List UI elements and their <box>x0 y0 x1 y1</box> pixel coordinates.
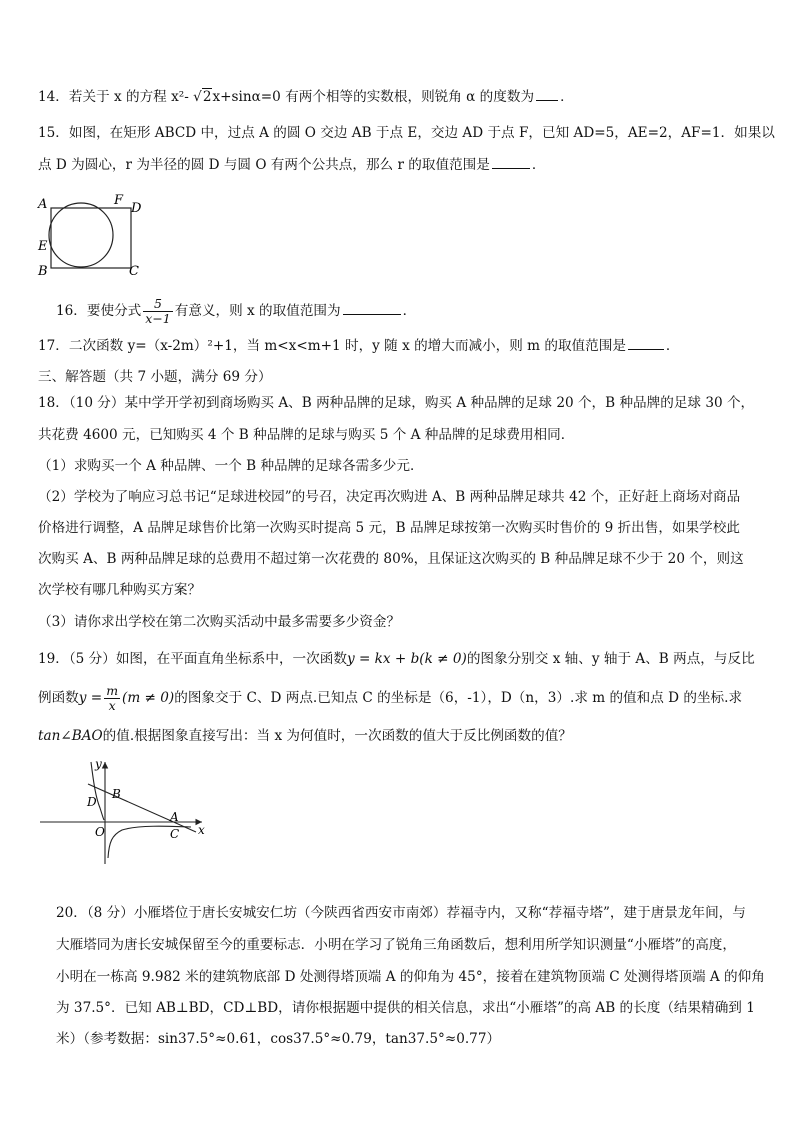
inverse-function-condition: (m ≠ 0) <box>122 690 175 706</box>
inverse-function-y: y = <box>78 690 103 706</box>
sqrt-radicand: 2 <box>202 89 212 105</box>
q20-line-1: 20．（8 分）小雁塔位于唐长安城安仁坊（今陕西省西安市南郊）荐福寺内，又称“荐福寺塔”，建于唐景龙年间，与 <box>56 905 746 921</box>
q15-end: ． <box>531 157 546 173</box>
q15-line-1: 15．如图，在矩形 ABCD 中，过点 A 的圆 O 交边 AB 于点 E，交边 AD 于点 F，已知 AD=5，AE=2，AF=1．如果以 <box>38 125 775 141</box>
q20-line-2: 大雁塔同为唐长安城保留至今的重要标志．小明在学习了锐角三角函数后，想利用所学知识测量“小雁塔”的高度， <box>56 937 736 953</box>
label-c: C <box>129 264 139 279</box>
q14-text-c: x+sinα=0 有两个相等的实数根，则锐角 α 的度数为 <box>212 89 535 105</box>
q18-part-2-line-4: 次学校有哪几种购买方案？ <box>38 582 202 598</box>
q14-text-a: 14． <box>38 89 69 105</box>
label-b: B <box>38 264 48 279</box>
linear-function-formula: y = kx + b(k ≠ 0) <box>346 651 467 667</box>
question-14 <box>38 88 574 106</box>
fraction-denominator: x <box>108 698 116 713</box>
question-16 <box>56 296 416 326</box>
answer-blank[interactable] <box>536 88 558 101</box>
q16-text-a: 16．要使分式 <box>56 303 142 319</box>
sqrt-symbol: √2 <box>193 89 212 105</box>
q20-line-3: 小明在一栋高 9.982 米的建筑物底部 D 处测得塔顶端 A 的仰角为 45°，接着在建筑物顶端 C 处测得塔顶端 A 的仰角 <box>56 969 765 985</box>
label-e: E <box>38 239 48 254</box>
label-y: y <box>95 757 102 771</box>
fraction-numerator: 5 <box>143 297 172 312</box>
label-f: F <box>114 193 124 208</box>
q15-line-2 <box>38 156 545 174</box>
q14-text-b: 若关于 x 的方程 x²- <box>68 89 194 105</box>
q16-text-b: 有意义，则 x 的取值范围为 <box>174 303 341 319</box>
label-c: C <box>170 827 180 841</box>
fraction-denominator: x−1 <box>145 311 171 326</box>
label-a: A <box>38 197 48 212</box>
q14-end: ． <box>560 89 574 105</box>
fraction <box>143 297 172 326</box>
circle-o <box>49 203 113 267</box>
q19-line-3-text: 的值.根据图象直接写出：当 x 为何值时，一次函数的值大于反比例函数的值？ <box>102 728 572 744</box>
section-heading: 三、解答题（共 7 小题，满分 69 分） <box>38 369 272 385</box>
q18-part-2-line-1: （2）学校为了响应习总书记“足球进校园”的号召，决定再次购进 A、B 两种品牌足球共 42 个，正好赶上商场对商品 <box>38 489 741 505</box>
rectangle-abcd <box>51 208 131 268</box>
q17-end: ． <box>665 338 680 354</box>
label-x: x <box>198 823 205 837</box>
answer-blank[interactable] <box>343 302 401 315</box>
answer-blank[interactable] <box>492 156 530 169</box>
q18-part-3: （3）请你求出学校在第二次购买活动中最多需要多少资金？ <box>38 614 401 630</box>
label-o: O <box>95 825 105 839</box>
q19-line-1-text-a: 19．（5 分）如图，在平面直角坐标系中，一次函数 <box>38 651 347 667</box>
q19-figure <box>36 756 216 868</box>
fraction-numerator: m <box>106 683 119 698</box>
question-17 <box>38 337 680 355</box>
q16-end: ． <box>402 303 417 319</box>
q20-line-4: 为 37.5°．已知 AB⊥BD，CD⊥BD，请你根据题中提供的相关信息，求出“小雁塔”的高 AB 的长度（结果精确到 1 <box>56 1000 755 1016</box>
q19-line-1-text-b: 的图象分别交 x 轴、y 轴于 A、B 两点，与反比 <box>466 651 755 667</box>
tan-expression: tan∠BAO <box>38 728 103 744</box>
q18-part-2-line-2: 价格进行调整，A 品牌足球售价比第一次购买时提高 5 元，B 品牌足球按第一次购买时售价的 9 折出售，如果学校此 <box>38 520 740 536</box>
label-a: A <box>170 810 179 824</box>
q19-line-1 <box>38 650 755 668</box>
q19-line-2-text-a: 例函数 <box>38 690 79 706</box>
label-d: D <box>131 201 142 216</box>
q19-line-3 <box>38 727 572 745</box>
label-b: B <box>112 787 121 801</box>
q18-line-1: 18．（10 分）某中学开学初到商场购买 A、B 两种品牌的足球，购买 A 种品牌的足球 20 个，B 种品牌的足球 30 个， <box>38 395 755 411</box>
q19-line-2-text-b: 的图象交于 C、D 两点.已知点 C 的坐标是（6，-1），D（n，3）.求 m 的值和点 D 的坐标.求 <box>174 690 743 706</box>
q18-part-1: （1）求购买一个 A 种品牌、一个 B 种品牌的足球各需多少元． <box>38 458 424 474</box>
q18-line-2: 共花费 4600 元，已知购买 4 个 B 种品牌的足球与购买 5 个 A 种品牌的足球费用相同． <box>38 427 575 443</box>
fraction <box>104 684 120 713</box>
label-d: D <box>87 795 97 809</box>
q15-line-2-text: 点 D 为圆心，r 为半径的圆 D 与圆 O 有两个公共点，那么 r 的取值范围是 <box>38 157 490 173</box>
q20-line-5: 米）（参考数据：sin37.5°≈0.61，cos37.5°≈0.79，tan37.5°≈0.77） <box>56 1031 501 1047</box>
q19-line-2 <box>38 683 742 713</box>
q15-figure <box>34 188 154 280</box>
q18-part-2-line-3: 次购买 A、B 两种品牌足球的总费用不超过第一次花费的 80%，且保证这次购买的 B 种品牌足球不少于 20 个，则这 <box>38 551 744 567</box>
q17-text: 17．二次函数 y=（x-2m）²+1，当 m<x<m+1 时，y 随 x 的增大而减小，则 m 的取值范围是 <box>38 338 626 354</box>
answer-blank[interactable] <box>628 337 664 350</box>
